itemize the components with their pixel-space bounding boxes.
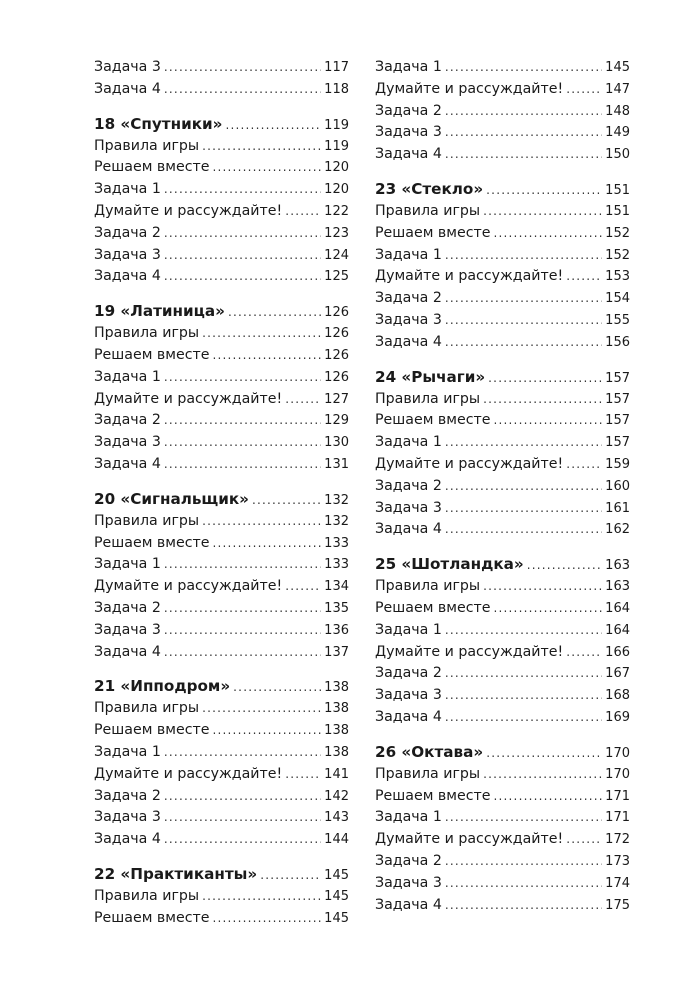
toc-entry-title: Думайте и рассуждайте!	[375, 268, 564, 285]
toc-page-number: 171	[605, 788, 630, 804]
toc-entry-title: Задача 2	[375, 852, 442, 869]
toc-leader-dots	[164, 432, 321, 454]
toc-page-number: 160	[605, 478, 630, 494]
toc-leader-dots	[488, 366, 602, 390]
toc-entry	[94, 345, 349, 367]
toc-leader-dots	[164, 410, 321, 432]
toc-entry-title: Задача 2	[94, 787, 161, 804]
toc-entry	[94, 79, 349, 101]
toc-entry-title: Правила игры	[375, 202, 481, 219]
toc-page-number: 157	[605, 413, 630, 429]
toc-entry-title: 21 «Ипподром»	[94, 677, 231, 696]
toc-entry-title: Решаем вместе	[94, 346, 210, 363]
toc-entry-title: Решаем вместе	[94, 909, 210, 926]
toc-page-number: 145	[324, 888, 349, 904]
toc-entry-title: Задача 3	[94, 434, 161, 451]
toc-leader-dots	[566, 642, 602, 664]
toc-entry-title: Задача 1	[94, 181, 161, 198]
toc-entry-title: 24 «Рычаги»	[375, 367, 486, 386]
toc-entry-title: 19 «Латиница»	[94, 302, 225, 321]
toc-leader-dots	[566, 829, 602, 851]
toc-leader-dots	[225, 113, 321, 137]
toc-entry-title: Задача 3	[375, 499, 442, 516]
toc-entry	[375, 786, 630, 808]
toc-entry	[94, 157, 349, 179]
toc-entry	[375, 79, 630, 101]
toc-entry-title: Правила игры	[94, 700, 200, 717]
toc-page-number: 153	[605, 269, 630, 285]
toc-entry-title: Задача 2	[94, 224, 161, 241]
toc-entry	[375, 764, 630, 786]
toc-page-number: 135	[324, 600, 349, 616]
toc-leader-dots	[164, 454, 321, 476]
toc-entry	[94, 511, 349, 533]
toc-entry	[375, 332, 630, 354]
toc-entry	[375, 454, 630, 476]
toc-leader-dots	[445, 851, 602, 873]
toc-entry	[94, 764, 349, 786]
toc-entry	[375, 223, 630, 245]
toc-page-number: 126	[324, 326, 349, 342]
toc-entry-title: Задача 4	[94, 455, 161, 472]
toc-entry-title: Задача 3	[375, 311, 442, 328]
toc-entry	[94, 886, 349, 908]
toc-page-number: 163	[605, 558, 630, 574]
toc-entry	[94, 576, 349, 598]
toc-entry	[94, 598, 349, 620]
toc-entry	[94, 742, 349, 764]
toc-entry	[94, 266, 349, 288]
toc-page-number: 156	[605, 334, 630, 350]
toc-page-number: 122	[324, 203, 349, 219]
toc-leader-dots	[494, 786, 603, 808]
toc-entry-title: Задача 3	[94, 59, 161, 75]
toc-leader-dots	[228, 300, 321, 324]
toc-leader-dots	[202, 511, 321, 533]
toc-entry	[94, 720, 349, 742]
toc-entry	[94, 57, 349, 79]
toc-leader-dots	[445, 895, 602, 917]
toc-page-number: 152	[605, 247, 630, 263]
toc-page-number: 174	[605, 875, 630, 891]
toc-entry	[375, 57, 630, 79]
toc-entry-title: Задача 3	[94, 246, 161, 263]
toc-page-number: 175	[605, 897, 630, 913]
toc-leader-dots	[202, 136, 321, 158]
toc-page-number: 157	[605, 370, 630, 386]
toc-entry	[94, 620, 349, 642]
toc-entry	[94, 136, 349, 158]
toc-leader-dots	[494, 410, 603, 432]
toc-leader-dots	[445, 101, 602, 123]
toc-leader-dots	[164, 742, 321, 764]
toc-entry-title: 18 «Спутники»	[94, 114, 223, 133]
toc-leader-dots	[202, 698, 321, 720]
toc-page-number: 124	[324, 247, 349, 263]
toc-page-number: 173	[605, 853, 630, 869]
toc-entry	[375, 620, 630, 642]
toc-leader-dots	[445, 707, 602, 729]
toc-page-number: 154	[605, 291, 630, 307]
toc-leader-dots	[445, 310, 602, 332]
toc-leader-dots	[213, 345, 322, 367]
toc-entry	[375, 851, 630, 873]
toc-entry-title: Думайте и рассуждайте!	[375, 643, 564, 660]
toc-section-heading	[94, 299, 349, 323]
toc-page-number: 168	[605, 688, 630, 704]
toc-leader-dots	[566, 266, 602, 288]
toc-entry-title: Решаем вместе	[94, 534, 210, 551]
toc-section-heading	[375, 177, 630, 201]
toc-leader-dots	[164, 266, 321, 288]
toc-entry	[94, 829, 349, 851]
toc-entry	[375, 144, 630, 166]
toc-page-number: 159	[605, 456, 630, 472]
toc-entry-title: Правила игры	[375, 765, 481, 782]
toc-leader-dots	[213, 720, 322, 742]
toc-leader-dots	[285, 201, 321, 223]
toc-page-number: 126	[324, 369, 349, 385]
toc-entry	[375, 829, 630, 851]
toc-entry-title: 23 «Стекло»	[375, 179, 484, 198]
toc-page-number: 137	[324, 644, 349, 660]
toc-entry-title: Задача 4	[94, 80, 161, 97]
toc-leader-dots	[164, 367, 321, 389]
toc-leader-dots	[164, 807, 321, 829]
toc-page-number: 127	[324, 391, 349, 407]
toc-section-heading	[375, 552, 630, 576]
toc-page-number: 126	[324, 347, 349, 363]
toc-leader-dots	[566, 79, 602, 101]
toc-entry-title: Задача 1	[94, 556, 161, 573]
toc-page-number: 123	[324, 225, 349, 241]
toc-entry	[375, 895, 630, 917]
toc-entry-title: Правила игры	[375, 390, 481, 407]
toc-leader-dots	[483, 389, 602, 411]
toc-page-number: 147	[605, 81, 630, 97]
toc-leader-dots	[213, 533, 322, 555]
toc-leader-dots	[445, 873, 602, 895]
toc-page-number: 144	[324, 832, 349, 848]
toc-leader-dots	[164, 598, 321, 620]
toc-leader-dots	[486, 178, 602, 202]
toc-page-number: 164	[605, 622, 630, 638]
toc-entry-title: Думайте и рассуждайте!	[375, 831, 564, 848]
toc-entry	[375, 410, 630, 432]
toc-entry-title: Задача 4	[375, 708, 442, 725]
toc-entry	[94, 533, 349, 555]
toc-entry-title: Решаем вместе	[375, 787, 491, 804]
toc-leader-dots	[164, 57, 321, 79]
toc-entry-title: Задача 1	[94, 368, 161, 385]
toc-entry	[375, 498, 630, 520]
toc-entry-title: Задача 3	[94, 809, 161, 826]
toc-entry-title: Правила игры	[94, 512, 200, 529]
toc-entry	[94, 389, 349, 411]
toc-entry-title: Задача 2	[375, 665, 442, 682]
toc-leader-dots	[445, 476, 602, 498]
toc-entry	[375, 685, 630, 707]
toc-entry-title: Задача 4	[375, 896, 442, 913]
toc-entry-title: Задача 1	[375, 809, 442, 826]
toc-entry	[94, 698, 349, 720]
toc-page-number: 132	[324, 492, 349, 508]
toc-entry-title: Решаем вместе	[94, 722, 210, 739]
toc-page-number: 118	[324, 81, 349, 97]
toc-page-number: 151	[605, 203, 630, 219]
toc-entry-title: Задача 2	[94, 599, 161, 616]
toc-entry-title: Думайте и рассуждайте!	[94, 202, 283, 219]
toc-entry	[94, 786, 349, 808]
toc-entry	[375, 245, 630, 267]
toc-leader-dots	[445, 807, 602, 829]
toc-leader-dots	[164, 79, 321, 101]
toc-entry-title: Задача 4	[375, 146, 442, 163]
toc-page-number: 164	[605, 600, 630, 616]
toc-entry-title: Правила игры	[94, 325, 200, 342]
toc-entry-title: Задача 1	[94, 743, 161, 760]
toc-entry-title: Думайте и рассуждайте!	[94, 578, 283, 595]
toc-entry-title: Задача 4	[375, 521, 442, 538]
toc-leader-dots	[483, 201, 602, 223]
toc-leader-dots	[285, 764, 321, 786]
toc-entry-title: Правила игры	[94, 887, 200, 904]
toc-entry	[375, 707, 630, 729]
toc-leader-dots	[445, 663, 602, 685]
toc-leader-dots	[213, 157, 322, 179]
toc-page-number: 119	[324, 138, 349, 154]
toc-entry-title: 20 «Сигнальщик»	[94, 489, 249, 508]
toc-entry-title: Решаем вместе	[94, 159, 210, 176]
toc-leader-dots	[164, 786, 321, 808]
toc-page-number: 138	[324, 723, 349, 739]
toc-leader-dots	[164, 554, 321, 576]
toc-page-number: 169	[605, 709, 630, 725]
toc-leader-dots	[202, 886, 321, 908]
toc-leader-dots	[445, 432, 602, 454]
toc-entry	[375, 432, 630, 454]
toc-entry	[375, 101, 630, 123]
toc-entry-title: Думайте и рассуждайте!	[375, 80, 564, 97]
toc-leader-dots	[483, 576, 602, 598]
toc-page-number: 138	[324, 680, 349, 696]
toc-leader-dots	[260, 863, 321, 887]
toc-entry	[94, 367, 349, 389]
toc-leader-dots	[445, 144, 602, 166]
toc-page-number: 134	[324, 579, 349, 595]
toc-page-number: 133	[324, 535, 349, 551]
toc-page-number: 150	[605, 147, 630, 163]
toc-leader-dots	[213, 908, 322, 930]
toc-page-number: 143	[324, 810, 349, 826]
toc-section-heading	[375, 740, 630, 764]
toc-entry	[375, 873, 630, 895]
toc-entry	[94, 554, 349, 576]
toc-leader-dots	[486, 741, 602, 765]
toc-page-number: 120	[324, 160, 349, 176]
toc-leader-dots	[252, 488, 321, 512]
toc-column-left	[94, 57, 349, 930]
toc-leader-dots	[164, 642, 321, 664]
toc-entry-title: Задача 1	[375, 434, 442, 451]
toc-page-number: 119	[324, 117, 349, 133]
toc-leader-dots	[445, 332, 602, 354]
toc-entry-title: Задача 4	[94, 831, 161, 848]
toc-page-number: 148	[605, 103, 630, 119]
toc-leader-dots	[483, 764, 602, 786]
toc-page-number: 170	[605, 745, 630, 761]
toc-page-number: 136	[324, 622, 349, 638]
toc-page-number: 170	[605, 766, 630, 782]
toc-entry	[375, 288, 630, 310]
toc-page-number: 171	[605, 810, 630, 826]
toc-entry-title: Думайте и рассуждайте!	[375, 455, 564, 472]
toc-page-number: 167	[605, 666, 630, 682]
toc-entry	[375, 389, 630, 411]
toc-leader-dots	[445, 498, 602, 520]
toc-entry	[94, 179, 349, 201]
toc-page-number: 145	[605, 60, 630, 75]
toc-leader-dots	[445, 245, 602, 267]
toc-entry	[375, 576, 630, 598]
toc-entry-title: Задача 2	[375, 477, 442, 494]
toc-entry	[94, 642, 349, 664]
toc-leader-dots	[494, 223, 603, 245]
toc-leader-dots	[164, 620, 321, 642]
toc-leader-dots	[164, 179, 321, 201]
toc-page-number: 142	[324, 788, 349, 804]
toc-entry	[375, 122, 630, 144]
toc-section-heading	[94, 674, 349, 698]
toc-entry-title: Задача 3	[375, 124, 442, 141]
toc-entry	[375, 663, 630, 685]
toc-entry	[375, 642, 630, 664]
toc-entry	[375, 310, 630, 332]
toc-page-number: 129	[324, 413, 349, 429]
toc-leader-dots	[285, 389, 321, 411]
toc-entry	[94, 908, 349, 930]
toc-leader-dots	[445, 57, 602, 79]
toc-entry-title: 22 «Практиканты»	[94, 864, 258, 883]
toc-leader-dots	[164, 223, 321, 245]
toc-page-number: 138	[324, 701, 349, 717]
toc-entry-title: Задача 3	[94, 621, 161, 638]
toc-entry	[375, 476, 630, 498]
toc-page-number: 166	[605, 644, 630, 660]
toc-page-number: 162	[605, 522, 630, 538]
toc-entry	[375, 266, 630, 288]
toc-leader-dots	[285, 576, 321, 598]
toc-page-number: 141	[324, 766, 349, 782]
toc-page-number: 157	[605, 391, 630, 407]
toc-entry	[375, 519, 630, 541]
toc-entry-title: Задача 3	[375, 687, 442, 704]
toc-entry	[94, 201, 349, 223]
toc-leader-dots	[202, 323, 321, 345]
toc-page-number: 157	[605, 435, 630, 451]
toc-leader-dots	[494, 598, 603, 620]
toc-page-number: 131	[324, 456, 349, 472]
toc-entry-title: Задача 1	[375, 246, 442, 263]
toc-column-right	[375, 57, 630, 916]
toc-leader-dots	[164, 829, 321, 851]
toc-leader-dots	[445, 519, 602, 541]
toc-leader-dots	[445, 288, 602, 310]
toc-entry-title: Задача 2	[375, 102, 442, 119]
toc-entry-title: Думайте и рассуждайте!	[94, 765, 283, 782]
toc-entry	[375, 598, 630, 620]
toc-entry-title: Задача 4	[94, 268, 161, 285]
toc-entry	[375, 807, 630, 829]
toc-entry-title: Правила игры	[375, 578, 481, 595]
toc-entry	[94, 454, 349, 476]
toc-page-number: 125	[324, 269, 349, 285]
toc-entry-title: Решаем вместе	[375, 412, 491, 429]
toc-entry-title: Решаем вместе	[375, 224, 491, 241]
toc-section-heading	[94, 487, 349, 511]
toc-leader-dots	[445, 620, 602, 642]
toc-entry	[94, 807, 349, 829]
toc-page-number: 155	[605, 312, 630, 328]
toc-page-number: 152	[605, 225, 630, 241]
toc-page-number: 145	[324, 910, 349, 926]
toc-entry-title: Задача 2	[375, 290, 442, 307]
toc-leader-dots	[566, 454, 602, 476]
toc-page-number: 126	[324, 305, 349, 321]
toc-section-heading	[94, 112, 349, 136]
toc-page-number: 161	[605, 500, 630, 516]
toc-entry-title: Задача 3	[375, 874, 442, 891]
toc-entry-title: Задача 4	[375, 333, 442, 350]
toc-entry	[94, 223, 349, 245]
toc-page-number: 149	[605, 125, 630, 141]
toc-entry-title: Задача 4	[94, 643, 161, 660]
toc-leader-dots	[445, 685, 602, 707]
toc-leader-dots	[233, 675, 321, 699]
toc-leader-dots	[445, 122, 602, 144]
toc-entry-title: Решаем вместе	[375, 599, 491, 616]
toc-entry-title: Задача 1	[375, 621, 442, 638]
toc-entry-title: 26 «Октава»	[375, 742, 484, 761]
toc-page-number: 130	[324, 435, 349, 451]
toc-leader-dots	[527, 553, 602, 577]
toc-page-number: 133	[324, 557, 349, 573]
toc-page-number: 120	[324, 182, 349, 198]
toc-entry	[94, 432, 349, 454]
toc-page-number: 132	[324, 513, 349, 529]
toc-entry-title: Правила игры	[94, 137, 200, 154]
toc-page-number: 163	[605, 579, 630, 595]
toc-entry	[94, 323, 349, 345]
toc-page-number: 138	[324, 744, 349, 760]
toc-page-number: 151	[605, 182, 630, 198]
toc-entry	[94, 245, 349, 267]
toc-section-heading	[94, 862, 349, 886]
toc-page-number: 117	[324, 60, 349, 75]
toc-page-number: 145	[324, 867, 349, 883]
toc-entry-title: 25 «Шотландка»	[375, 555, 524, 574]
toc-page-number: 172	[605, 832, 630, 848]
toc-entry	[94, 410, 349, 432]
toc-entry-title: Задача 1	[375, 59, 442, 75]
toc-leader-dots	[164, 245, 321, 267]
toc-entry	[375, 201, 630, 223]
toc-section-heading	[375, 365, 630, 389]
toc-entry-title: Думайте и рассуждайте!	[94, 390, 283, 407]
toc-entry-title: Задача 2	[94, 412, 161, 429]
